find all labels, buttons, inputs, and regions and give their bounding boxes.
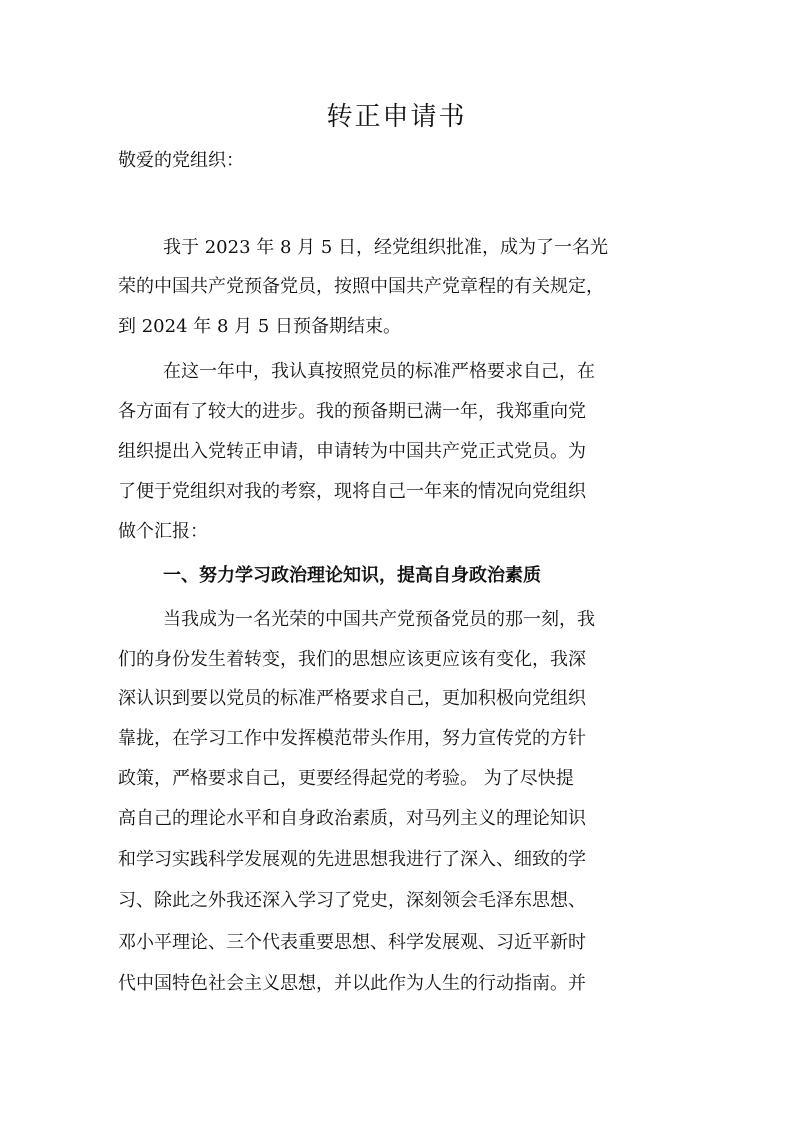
body-line: 组织提出入党转正申请，申请转为中国共产党正式党员。为 (118, 441, 586, 462)
body-line: 政策，严格要求自己，更要经得起党的考验。 为了尽快提 (118, 768, 574, 789)
salutation: 敬爱的党组织： (118, 150, 244, 171)
body-line: 当我成为一名光荣的中国共产党预备党员的那一刻，我 (163, 609, 595, 630)
section-heading: 一、努力学习政治理论知识，提高自身政治素质 (163, 565, 541, 586)
body-line: 靠拢，在学习工作中发挥模范带头作用，努力宣传党的方针 (118, 728, 586, 749)
body-line: 邓小平理论、三个代表重要思想、科学发展观、习近平新时 (118, 932, 586, 953)
body-line: 荣的中国共产党预备党员，按照中国共产党章程的有关规定， (118, 276, 604, 297)
body-line: 我于 2023 年 8 月 5 日，经党组织批准，成为了一名光 (163, 237, 609, 258)
body-line: 在这一年中，我认真按照党员的标准严格要求自己，在 (163, 361, 595, 382)
body-line: 了便于党组织对我的考察，现将自己一年来的情况向党组织 (118, 481, 586, 502)
document-title: 转正申请书 (326, 102, 467, 132)
body-line: 深认识到要以党员的标准严格要求自己，更加积极向党组织 (118, 688, 586, 709)
body-line: 做个汇报： (118, 521, 208, 542)
body-line: 各方面有了较大的进步。我的预备期已满一年，我郑重向党 (118, 401, 586, 422)
body-line: 和学习实践科学发展观的先进思想我进行了深入、细致的学 (118, 849, 586, 870)
body-line: 到 2024 年 8 月 5 日预备期结束。 (118, 316, 402, 337)
body-line: 高自己的理论水平和自身政治素质，对马列主义的理论知识 (118, 808, 586, 829)
body-line: 代中国特色社会主义思想，并以此作为人生的行动指南。并 (118, 973, 586, 994)
body-line: 们的身份发生着转变，我们的思想应该更应该有变化，我深 (118, 649, 586, 670)
body-line: 习、除此之外我还深入学习了党史，深刻领会毛泽东思想、 (118, 890, 586, 911)
